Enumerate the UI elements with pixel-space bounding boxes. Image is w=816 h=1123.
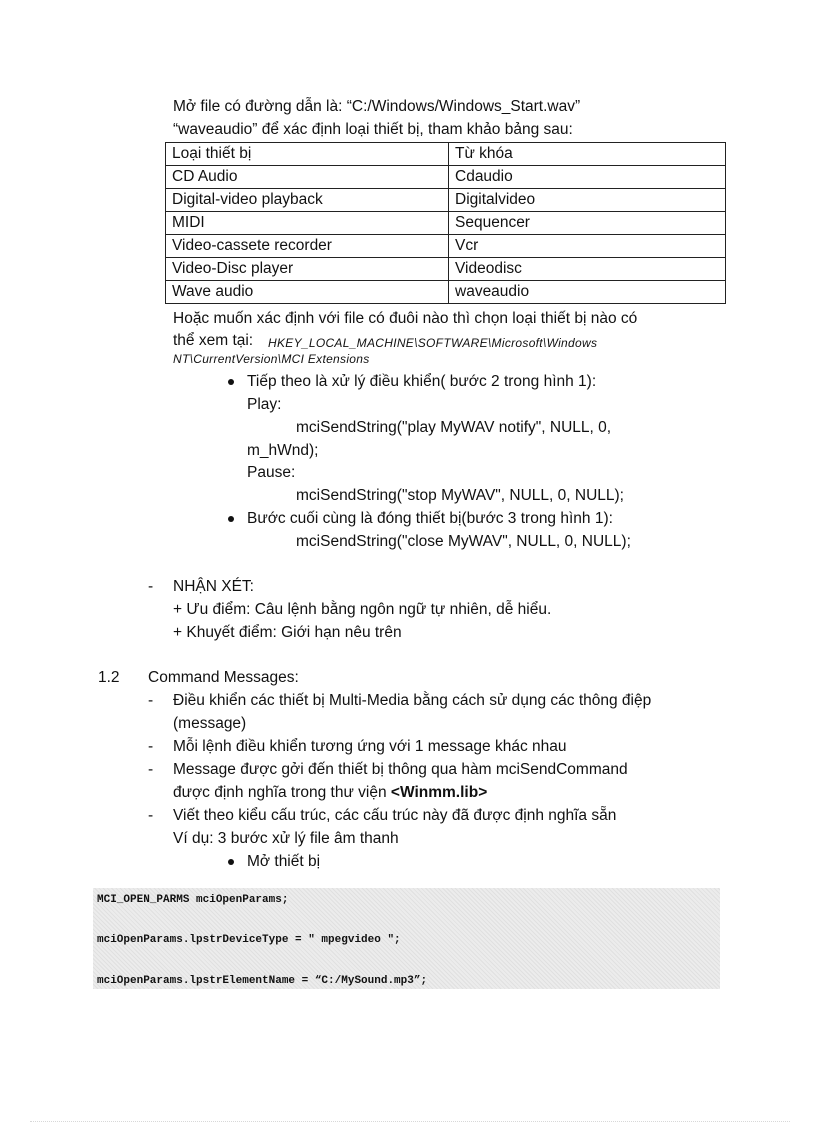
play-code-line-1: mciSendString("play MyWAV notify", NULL, 0, <box>296 419 612 436</box>
section-title: Command Messages: <box>148 669 299 686</box>
review-con: + Khuyết điểm: Giới hạn nêu trên <box>173 624 402 641</box>
dash-marker: - <box>148 761 154 778</box>
code-line-1: MCI_OPEN_PARMS mciOpenParams; <box>97 894 289 906</box>
code-line-2: mciOpenParams.lpstrDeviceType = " mpegvideo "; <box>97 934 401 946</box>
registry-path-2: NT\CurrentVersion\MCI Extensions <box>173 352 370 366</box>
cell-keyword: Vcr <box>449 235 726 258</box>
intro-line-2: “waveaudio” để xác định loại thiết bị, tham khảo bảng sau: <box>173 121 573 138</box>
pause-label: Pause: <box>247 464 296 481</box>
review-title: NHẬN XÉT: <box>173 578 254 595</box>
item-3-line-2 <box>173 782 487 804</box>
cell-keyword: Videodisc <box>449 258 726 281</box>
dash-marker: - <box>148 692 154 709</box>
cell-device: Video-Disc player <box>166 258 449 281</box>
intro-line-1: Mở file có đường dẫn là: “C:/Windows/Windows_Start.wav” <box>173 98 581 115</box>
play-label: Play: <box>247 396 282 413</box>
cell-keyword: Digitalvideo <box>449 189 726 212</box>
item-1-line-1: Điều khiển các thiết bị Multi-Media bằng cách sử dụng các thông điệp <box>173 692 652 709</box>
cell-keyword: waveaudio <box>449 281 726 304</box>
table-row <box>166 281 726 304</box>
dash-marker: - <box>148 738 154 755</box>
cell-device: Wave audio <box>166 281 449 304</box>
cell-device: Video-cassete recorder <box>166 235 449 258</box>
item-3-line-1: Message được gởi đến thiết bị thông qua hàm mciSendCommand <box>173 761 628 778</box>
dash-marker: - <box>148 807 154 824</box>
bullet-icon <box>228 379 234 385</box>
step-2-text: Tiếp theo là xử lý điều khiển( bước 2 trong hình 1): <box>247 373 597 390</box>
example-line: Ví dụ: 3 bước xử lý file âm thanh <box>173 830 399 847</box>
device-keyword-table <box>165 142 726 304</box>
bullet-icon <box>228 859 234 865</box>
table-row <box>166 189 726 212</box>
review-pro: + Ưu điểm: Câu lệnh bằng ngôn ngữ tự nhiên, dễ hiểu. <box>173 601 552 618</box>
code-block <box>93 888 720 989</box>
bullet-icon <box>228 516 234 522</box>
library-name: <Winmm.lib> <box>390 784 488 801</box>
table-row <box>166 258 726 281</box>
item-4-line-1: Viết theo kiểu cấu trúc, các cấu trúc này đã được định nghĩa sẵn <box>173 807 617 824</box>
play-code-line-2: m_hWnd); <box>247 442 319 459</box>
review-dash: - <box>148 578 154 595</box>
cell-keyword: Sequencer <box>449 212 726 235</box>
registry-line-1: Hoặc muốn xác định với file có đuôi nào thì chọn loại thiết bị nào có <box>173 310 638 327</box>
footer-rule <box>30 1121 790 1122</box>
item-3-text: được định nghĩa trong thư viện <box>173 784 387 801</box>
table-header-row <box>166 143 726 166</box>
close-code: mciSendString("close MyWAV", NULL, 0, NULL); <box>296 533 631 550</box>
header-keyword: Từ khóa <box>449 143 726 166</box>
pause-code: mciSendString("stop MyWAV", NULL, 0, NULL); <box>296 487 624 504</box>
section-number: 1.2 <box>98 669 120 686</box>
item-2: Mỗi lệnh điều khiển tương ứng với 1 message khác nhau <box>173 738 567 755</box>
cell-keyword: Cdaudio <box>449 166 726 189</box>
open-device-text: Mở thiết bị <box>247 853 321 870</box>
registry-line-2-prefix: thể xem tại: <box>173 332 254 349</box>
code-line-3: mciOpenParams.lpstrElementName = “C:/MySound.mp3”; <box>97 975 428 987</box>
step-3-text: Bước cuối cùng là đóng thiết bị(bước 3 trong hình 1): <box>247 510 613 527</box>
cell-device: CD Audio <box>166 166 449 189</box>
registry-path-1: HKEY_LOCAL_MACHINE\SOFTWARE\Microsoft\Windows <box>268 336 598 350</box>
cell-device: Digital-video playback <box>166 189 449 212</box>
table-row <box>166 212 726 235</box>
table-row <box>166 235 726 258</box>
cell-device: MIDI <box>166 212 449 235</box>
header-device-type: Loại thiết bị <box>166 143 449 166</box>
item-1-line-2: (message) <box>173 715 247 732</box>
table-row <box>166 166 726 189</box>
